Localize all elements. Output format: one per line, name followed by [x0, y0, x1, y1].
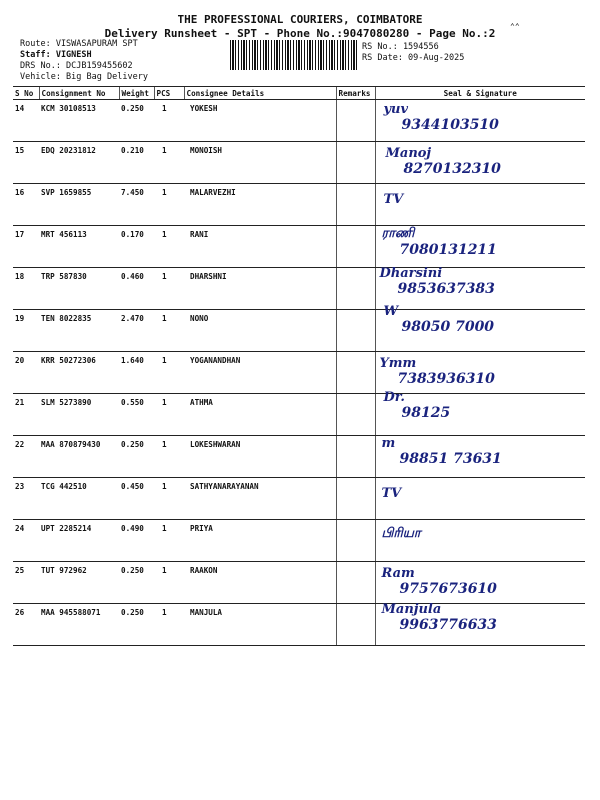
cell-consignment: SVP 1659855 — [39, 184, 119, 226]
cell-consignment: MAA 945588071 — [39, 604, 119, 646]
cell-sno: 17 — [13, 226, 39, 268]
cell-pcs: 1 — [154, 100, 184, 142]
cell-signature — [375, 478, 585, 520]
cell-pcs: 1 — [154, 394, 184, 436]
cell-sno: 16 — [13, 184, 39, 226]
cell-signature — [375, 436, 585, 478]
rs-date-text: RS Date: 09-Aug-2025 — [362, 53, 465, 63]
signature-phone: 98851 73631 — [399, 451, 502, 467]
table-row — [13, 520, 585, 562]
signature-name: m — [381, 436, 396, 451]
cell-remarks — [336, 142, 375, 184]
handwritten-signature — [384, 192, 404, 207]
signature-phone: 8270132310 — [403, 161, 501, 177]
cell-pcs: 1 — [154, 352, 184, 394]
table-row — [13, 184, 585, 226]
cell-consignment: SLM 5273890 — [39, 394, 119, 436]
cell-sno: 23 — [13, 478, 39, 520]
cell-consignment: KRR 50272306 — [39, 352, 119, 394]
cell-weight: 0.550 — [119, 394, 154, 436]
handwritten-signature — [384, 102, 499, 133]
cell-weight: 0.170 — [119, 226, 154, 268]
col-consignee: Consignee Details — [184, 87, 336, 100]
signature-name: Manoj — [385, 146, 432, 161]
cell-remarks — [336, 478, 375, 520]
cell-weight: 0.210 — [119, 142, 154, 184]
cell-pcs: 1 — [154, 142, 184, 184]
cell-consignment: EDQ 20231812 — [39, 142, 119, 184]
table-row — [13, 604, 585, 646]
handwritten-signature — [380, 356, 495, 387]
vehicle-text: Vehicle: Big Bag Delivery — [20, 72, 148, 82]
meta-right — [362, 42, 464, 64]
drs-text: DRS No.: DCJB159455602 — [20, 61, 133, 71]
handwritten-signature — [384, 390, 451, 421]
col-remarks: Remarks — [336, 87, 375, 100]
cell-consignee: YOGANANDHAN — [184, 352, 336, 394]
cell-pcs: 1 — [154, 268, 184, 310]
cell-signature — [375, 604, 585, 646]
col-consignment: Consignment No — [39, 87, 119, 100]
col-weight: Weight — [119, 87, 154, 100]
signature-phone: 98125 — [401, 405, 451, 421]
cell-sno: 26 — [13, 604, 39, 646]
table-row — [13, 226, 585, 268]
cell-sno: 20 — [13, 352, 39, 394]
cell-weight: 0.490 — [119, 520, 154, 562]
table-row — [13, 310, 585, 352]
cell-consignment: TRP 587830 — [39, 268, 119, 310]
cell-signature — [375, 226, 585, 268]
signature-phone: 9963776633 — [399, 617, 497, 633]
cell-pcs: 1 — [154, 310, 184, 352]
cell-weight: 0.450 — [119, 478, 154, 520]
handwritten-signature — [382, 486, 402, 501]
cell-pcs: 1 — [154, 436, 184, 478]
signature-phone: 9344103510 — [401, 117, 499, 133]
cell-consignment: TUT 972962 — [39, 562, 119, 604]
table-row — [13, 352, 585, 394]
cell-weight: 2.470 — [119, 310, 154, 352]
signature-name: Manjula — [381, 602, 442, 617]
cell-pcs: 1 — [154, 604, 184, 646]
cell-weight: 0.250 — [119, 562, 154, 604]
cell-consignee: YOKESH — [184, 100, 336, 142]
handwritten-signature — [382, 526, 421, 542]
cell-pcs: 1 — [154, 478, 184, 520]
cell-remarks — [336, 184, 375, 226]
table-row — [13, 478, 585, 520]
route-text: Route: VISWASAPURAM SPT — [20, 39, 138, 49]
cell-remarks — [336, 604, 375, 646]
signature-name: yuv — [383, 102, 409, 117]
cell-signature — [375, 562, 585, 604]
cell-weight: 0.250 — [119, 604, 154, 646]
cell-sno: 22 — [13, 436, 39, 478]
cell-consignment: TEN 8022835 — [39, 310, 119, 352]
cell-pcs: 1 — [154, 226, 184, 268]
table-row — [13, 142, 585, 184]
col-pcs: PCS — [154, 87, 184, 100]
col-signature: Seal & Signature — [375, 87, 585, 100]
rs-no-text: RS No.: 1594556 — [362, 42, 439, 52]
table-row — [13, 100, 585, 142]
staff-text: Staff: VIGNESH — [20, 50, 92, 60]
cell-remarks — [336, 394, 375, 436]
cell-remarks — [336, 562, 375, 604]
cell-sno: 21 — [13, 394, 39, 436]
cell-consignment: MRT 456113 — [39, 226, 119, 268]
handwritten-signature — [382, 566, 497, 597]
signature-name: TV — [381, 486, 402, 501]
cell-signature — [375, 390, 585, 436]
handwritten-signature — [380, 266, 495, 297]
table-row — [13, 268, 585, 310]
cell-weight: 0.250 — [119, 100, 154, 142]
cell-signature — [375, 184, 585, 226]
cell-consignment: TCG 442510 — [39, 478, 119, 520]
cell-pcs: 1 — [154, 184, 184, 226]
signature-phone: 7383936310 — [397, 371, 495, 387]
cell-weight: 0.460 — [119, 268, 154, 310]
cell-remarks — [336, 310, 375, 352]
signature-name: Dharsini — [379, 266, 443, 281]
barcode — [230, 40, 358, 70]
cell-remarks — [336, 436, 375, 478]
cell-consignment: UPT 2285214 — [39, 520, 119, 562]
cell-sno: 15 — [13, 142, 39, 184]
cell-consignee: LOKESHWARAN — [184, 436, 336, 478]
cell-signature — [375, 142, 585, 184]
cell-consignee: ATHMA — [184, 394, 336, 436]
cell-sno: 25 — [13, 562, 39, 604]
cell-weight: 7.450 — [119, 184, 154, 226]
table-header — [13, 87, 585, 100]
runsheet-subtitle: Delivery Runsheet - SPT - Phone No.:9047080280 - Page No.:2 — [104, 27, 496, 40]
cell-consignee: NONO — [184, 310, 336, 352]
signature-phone: 7080131211 — [399, 242, 497, 258]
cell-consignee: RANI — [184, 226, 336, 268]
handwritten-signature — [384, 304, 495, 335]
handwritten-signature — [382, 602, 497, 633]
cell-remarks — [336, 268, 375, 310]
cell-remarks — [336, 352, 375, 394]
cell-pcs: 1 — [154, 562, 184, 604]
corner-mark: ⌃⌃ — [510, 22, 520, 31]
cell-weight: 0.250 — [119, 436, 154, 478]
table-row — [13, 394, 585, 436]
cell-sno: 24 — [13, 520, 39, 562]
cell-consignee: PRIYA — [184, 520, 336, 562]
signature-name: W — [383, 304, 399, 319]
cell-consignee: SATHYANARAYANAN — [184, 478, 336, 520]
signature-name: TV — [383, 192, 404, 207]
cell-pcs: 1 — [154, 520, 184, 562]
cell-remarks — [336, 226, 375, 268]
cell-consignment: KCM 30108513 — [39, 100, 119, 142]
signature-phone: 9853637383 — [397, 281, 495, 297]
company-title: THE PROFESSIONAL COURIERS, COIMBATORE — [177, 13, 423, 26]
cell-consignee: MALARVEZHI — [184, 184, 336, 226]
signature-name: பிரியா — [381, 526, 421, 541]
signature-name: Ymm — [379, 356, 417, 371]
cell-consignee: RAAKON — [184, 562, 336, 604]
table-row — [13, 562, 585, 604]
signature-name: Ram — [381, 566, 415, 581]
cell-consignee: MONOISH — [184, 142, 336, 184]
handwritten-signature — [382, 436, 502, 467]
runsheet-table — [13, 86, 585, 646]
cell-signature — [375, 352, 585, 394]
cell-consignment: MAA 870879430 — [39, 436, 119, 478]
cell-signature — [375, 100, 585, 142]
table-row — [13, 436, 585, 478]
signature-phone: 98050 7000 — [401, 319, 495, 335]
col-sno: S No — [13, 87, 39, 100]
cell-consignee: MANJULA — [184, 604, 336, 646]
cell-signature — [375, 520, 585, 562]
signature-phone: 9757673610 — [399, 581, 497, 597]
cell-signature — [375, 304, 585, 352]
cell-weight: 1.640 — [119, 352, 154, 394]
cell-consignee: DHARSHNI — [184, 268, 336, 310]
meta-left — [20, 39, 148, 83]
cell-remarks — [336, 520, 375, 562]
signature-name: ராணி — [381, 226, 415, 241]
cell-sno: 19 — [13, 310, 39, 352]
signature-name: Dr. — [383, 390, 405, 405]
cell-sno: 14 — [13, 100, 39, 142]
cell-remarks — [336, 100, 375, 142]
cell-sno: 18 — [13, 268, 39, 310]
handwritten-signature — [382, 226, 497, 258]
handwritten-signature — [386, 146, 501, 177]
